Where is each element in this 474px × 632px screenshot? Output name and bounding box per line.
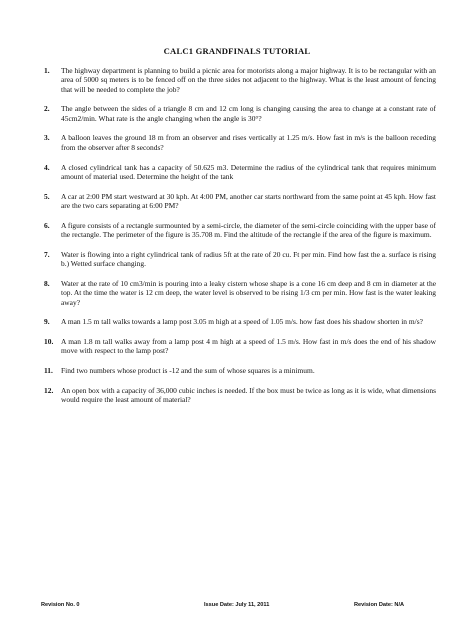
problem-number: 7. [44,249,50,259]
problem-number: 4. [44,162,50,172]
problem-text: A closed cylindrical tank has a capacity of 50.625 m3. Determine the radius of the cylindrical tank that requires minimum amount of material used. Determine the height of the tank [61,162,436,181]
problem-number: 8. [44,278,50,288]
problem-item [44,337,436,356]
problem-number: 5. [44,191,50,201]
problem-number: 3. [44,133,50,143]
problem-text: A man 1.5 m tall walks towards a lamp post 3.05 m high at a speed of 1.05 m/s. how fast does his shadow shorten in m/s? [61,317,423,327]
problem-item [44,386,436,405]
footer-issue-date: Issue Date: July 11, 2011 [204,602,270,608]
problem-number: 12. [44,386,54,396]
problem-item [44,250,436,269]
problem-text: A man 1.8 m tall walks away from a lamp post 4 m high at a speed of 1.5 m/s. How fast in m/s does the end of his shadow move with respect to the lamp post? [61,337,436,356]
problem-text: A balloon leaves the ground 18 m from an observer and rises vertically at 1.25 m/s. How fast in m/s is the balloon receding from the observer after 8 seconds? [61,133,436,152]
problem-text: An open box with a capacity of 36,000 cubic inches is needed. If the box must be twice as long as it is wide, what dimensions would require the least amount of material? [61,386,436,405]
problem-number: 2. [44,104,50,114]
problem-item [44,317,436,326]
problem-item [44,104,436,123]
problem-text: Water is flowing into a right cylindrical tank of radius 5ft at the rate of 20 cu. Ft per min. Find how fast the a. surface is rising b.) Wetted surface changing. [61,249,436,269]
problem-item [44,279,436,307]
problem-text: The angle between the sides of a triangle 8 cm and 12 cm long is changing causing the area to change at a constant rate of 45cm2/min. What rate is the angle changing when the angle is 30°? [61,104,436,123]
problem-list [44,66,436,415]
problem-item [44,66,436,94]
problem-item [44,192,436,211]
footer-revision-date: Revision Date: N/A [354,602,405,608]
problem-number: 11. [44,366,53,376]
problem-number: 10. [44,337,54,347]
document-title: CALC1 GRANDFINALS TUTORIAL [163,46,311,56]
problem-item [44,366,436,375]
problem-item [44,133,436,152]
problem-text: Water at the rate of 10 cm3/min is pouring into a leaky cistern whose shape is a cone 16 cm deep and 8 cm in diameter at the top. At the time the water is 12 cm deep, the water level is observed to be rising 1/3 cm per min. How fast is the water leaking away? [61,278,436,307]
problem-number: 6. [44,220,50,230]
problem-item [44,163,436,182]
problem-text: A car at 2:00 PM start westward at 30 kph. At 4:00 PM, another car starts northward from the same point at 45 kph. How fast are the two cars separating at 6:00 PM? [61,191,436,210]
footer-revision-number: Revision No. 0 [41,602,80,608]
problem-text: The highway department is planning to build a picnic area for motorists along a major highway. It is to be rectangular with an area of 5000 sq meters is to be fenced off on the three sides not adjacent to the highway. What is the least amount of fencing that will be needed to complete the job? [61,66,436,94]
problem-text: Find two numbers whose product is -12 and the sum of whose squares is a minimum. [61,366,315,376]
problem-number: 9. [44,317,50,327]
problem-number: 1. [44,66,50,75]
problem-item [44,221,436,240]
problem-text: A figure consists of a rectangle surmounted by a semi-circle, the diameter of the semi-circle coinciding with the upper base of the rectangle. The perimeter of the figure is 35.708 m. Find the altitude of the rectangle if the area of the figure is maximum. [61,220,436,240]
